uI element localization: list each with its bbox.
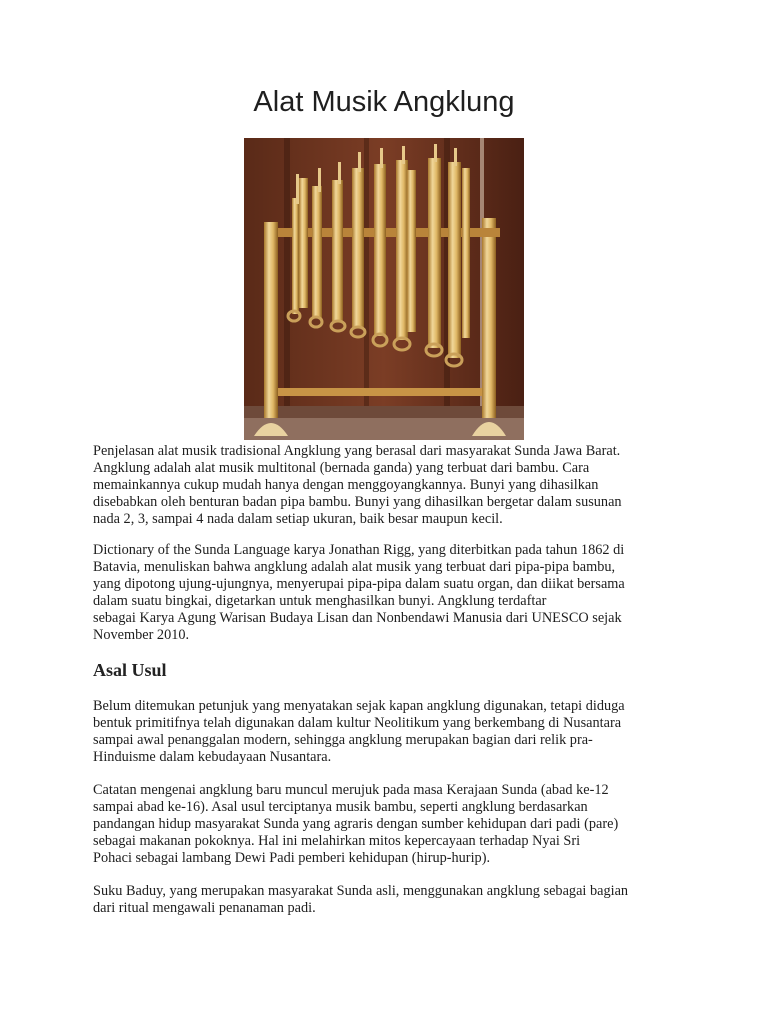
- text-line: sampai abad ke-16). Asal usul terciptanya musik bambu, seperti angklung berdasarkan: [93, 799, 588, 815]
- text-line: sebagai makanan pokoknya. Hal ini melahirkan mitos kepercayaan terhadap Nyai Sri: [93, 833, 581, 849]
- dictionary-paragraph: [93, 542, 693, 644]
- section-heading: Asal Usul: [93, 660, 167, 680]
- angklung-photo: [244, 138, 524, 440]
- text-line: dari ritual mengawali penanaman padi.: [93, 900, 316, 916]
- intro-paragraph: [93, 443, 693, 528]
- text-line: Catatan mengenai angklung baru muncul merujuk pada masa Kerajaan Sunda (abad ke-12: [93, 782, 609, 798]
- text-line: Belum ditemukan petunjuk yang menyatakan sejak kapan angklung digunakan, tetapi diduga: [93, 698, 625, 714]
- text-line: Dictionary of the Sunda Language karya Jonathan Rigg, yang diterbitkan pada tahun 1862 di: [93, 542, 625, 558]
- text-line: Penjelasan alat musik tradisional Angklung yang berasal dari masyarakat Sunda Jawa Barat.: [93, 443, 621, 459]
- text-line: Hinduisme dalam kebudayaan Nusantara.: [93, 749, 332, 765]
- text-line: sebagai Karya Agung Warisan Budaya Lisan dan Nonbendawi Manusia dari UNESCO sejak: [93, 610, 622, 626]
- text-line: Pohaci sebagai lambang Dewi Padi pemberi kehidupan (hirup-hurip).: [93, 850, 491, 866]
- text-line: dalam suatu bingkai, digetarkan untuk menghasilkan bunyi. Angklung terdaftar: [93, 593, 547, 609]
- text-line: Angklung adalah alat musik multitonal (bernada ganda) yang terbuat dari bambu. Cara: [93, 460, 590, 476]
- text-line: yang dipotong ujung-ujungnya, menyerupai pipa-pipa dalam suatu organ, dan diikat bersama: [93, 576, 625, 592]
- text-line: Suku Baduy, yang merupakan masyarakat Sunda asli, menggunakan angklung sebagai bagian: [93, 883, 629, 899]
- baduy-paragraph: [93, 883, 693, 917]
- text-line: November 2010.: [93, 627, 190, 643]
- origin-paragraph-1: [93, 698, 693, 766]
- text-line: memainkannya cukup mudah hanya dengan menggoyangkannya. Bunyi yang dihasilkan: [93, 477, 599, 493]
- text-line: sampai awal penanggalan modern, sehingga angklung merupakan bagian dari relik pra-: [93, 732, 593, 748]
- text-line: Batavia, menuliskan bahwa angklung adalah alat musik yang terbuat dari pipa-pipa bambu,: [93, 559, 616, 575]
- text-line: pandangan hidup masyarakat Sunda yang agraris dengan sumber kehidupan dari padi (pare): [93, 816, 619, 832]
- text-line: bentuk primitifnya telah digunakan dalam kultur Neolitikum yang berkembang di Nusantara: [93, 715, 622, 731]
- page-title: Alat Musik Angklung: [253, 86, 515, 118]
- text-line: disebabkan oleh benturan badan pipa bambu. Bunyi yang dihasilkan bergetar dalam susunan: [93, 494, 622, 510]
- origin-paragraph-2: [93, 782, 693, 867]
- text-line: nada 2, 3, sampai 4 nada dalam setiap ukuran, baik besar maupun kecil.: [93, 511, 503, 527]
